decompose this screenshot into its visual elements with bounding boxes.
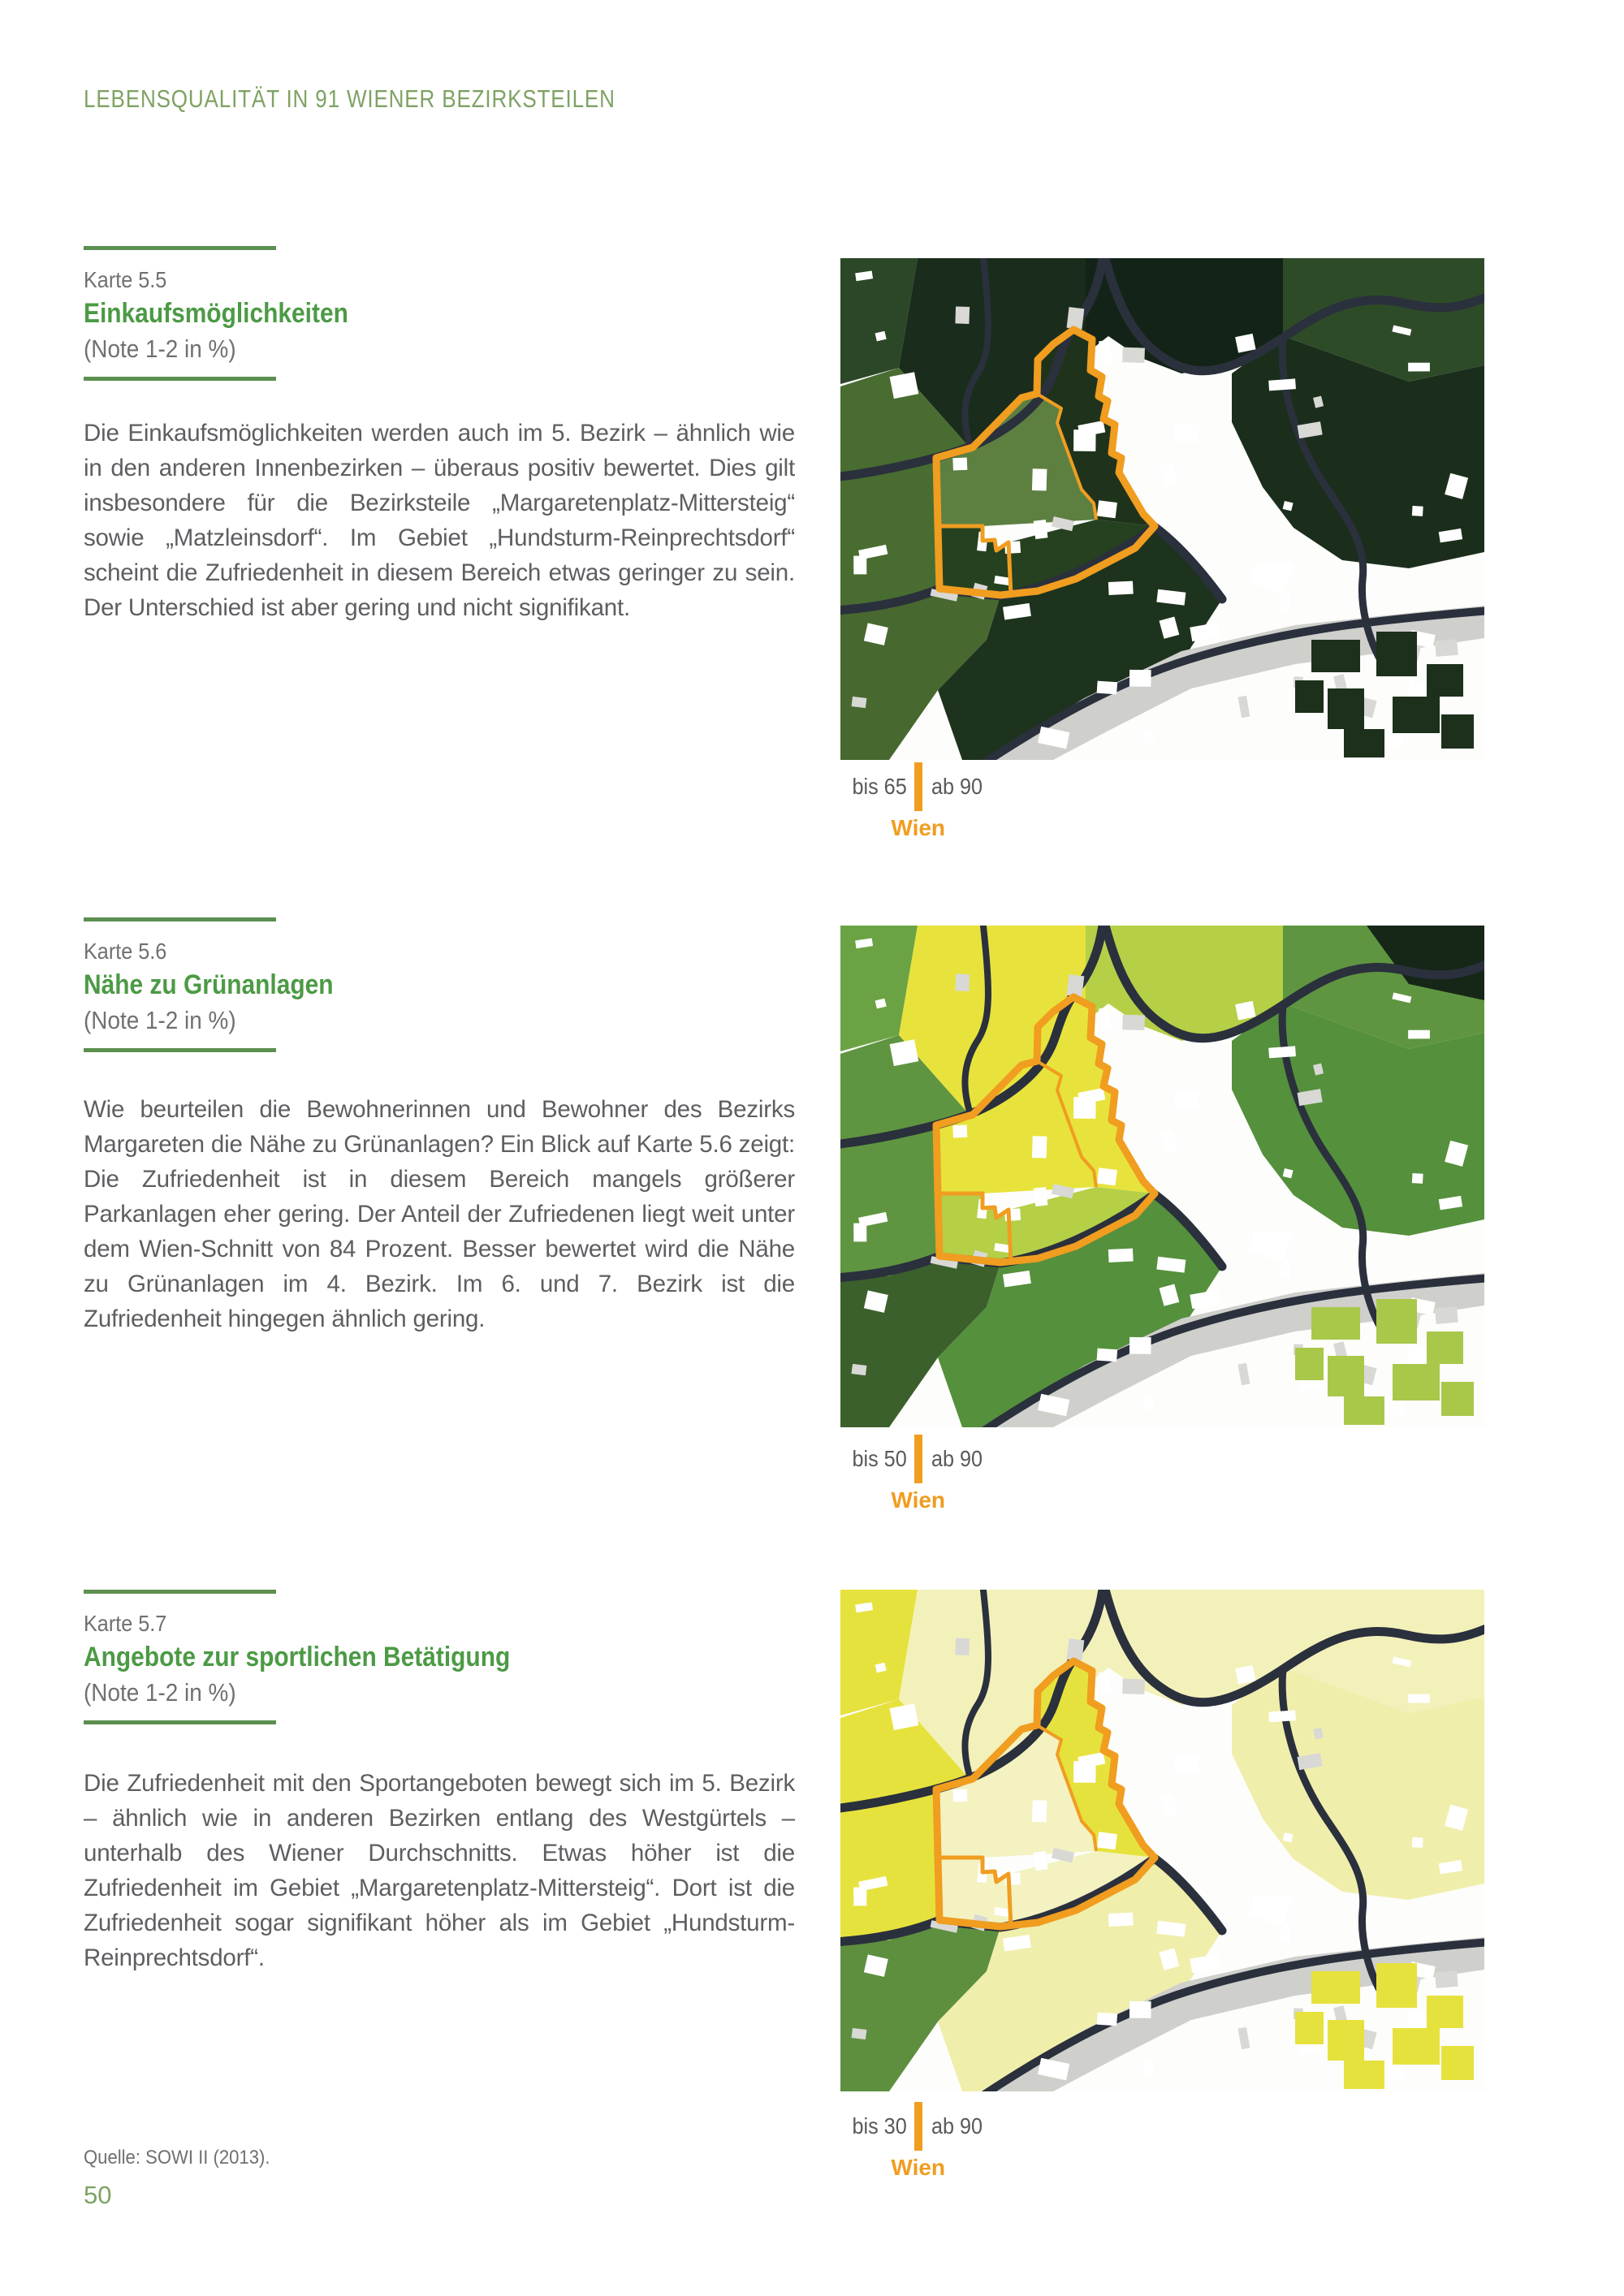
- page-number: 50: [84, 2181, 112, 2209]
- map-sport: [840, 1590, 1484, 2091]
- section-rule-bottom: [84, 377, 276, 381]
- wien-label: Wien: [891, 815, 946, 840]
- legend-min-label: bis 50: [852, 1446, 907, 1471]
- legend-min-label: bis 30: [852, 2113, 907, 2138]
- section-note: (Note 1-2 in %): [84, 1006, 236, 1034]
- section-rule-top: [84, 917, 276, 921]
- legend-min-label: bis 65: [852, 774, 907, 799]
- section-rule-top: [84, 1590, 276, 1594]
- source-note: Quelle: SOWI II (2013).: [84, 2147, 270, 2169]
- legend-gruenanlagen: [846, 1442, 988, 1513]
- map-number-label: Karte 5.6: [84, 939, 167, 964]
- section-title: Einkaufsmöglichkeiten: [84, 298, 348, 329]
- wien-marker: [914, 2102, 922, 2151]
- running-header: LEBENSQUALITÄT IN 91 WIENER BEZIRKSTEILEN: [84, 84, 615, 113]
- section-header-sport: [84, 1590, 798, 1724]
- section-rule-bottom: [84, 1720, 276, 1724]
- body-paragraph: Wie beurteilen die Bewohnerinnen und Bewohner des Bezirks Margareten die Nähe zu Grünanlagen? Ein Blick auf Karte 5.6 zeigt: Die Zufriedenheit ist in diesem Bereich mangels größerer Parkanlagen eher gering. Der Anteil der Zufriedenen liegt weit unter dem Wien-Schnitt von 84 Prozent. Besser bewertet wird die Nähe zu Grünanlagen im 4. Bezirk. Im 6. und 7. Bezirk ist die Zufriedenheit hingegen ähnlich gering.: [84, 1096, 795, 1332]
- section-title: Nähe zu Grünanlagen: [84, 969, 334, 1000]
- choropleth-map: [840, 1590, 1484, 2091]
- section-rule-bottom: [84, 1048, 276, 1052]
- legend-einkaufsmoeglichkeiten: [846, 770, 988, 840]
- section-rule-top: [84, 246, 276, 250]
- legend-sport: [846, 2109, 988, 2180]
- wien-marker: [914, 1435, 922, 1483]
- section-note: (Note 1-2 in %): [84, 1678, 236, 1707]
- choropleth-map: [840, 926, 1484, 1427]
- section-note: (Note 1-2 in %): [84, 334, 236, 363]
- choropleth-map: [840, 258, 1484, 760]
- legend-max-label: ab 90: [931, 1446, 983, 1471]
- section-header-gruenanlagen: [84, 917, 798, 1052]
- map-number-label: Karte 5.5: [84, 267, 167, 292]
- wien-label: Wien: [891, 1487, 946, 1513]
- section-header-einkaufsmoeglichkeiten: [84, 246, 798, 381]
- map-gruenanlagen: [840, 926, 1484, 1427]
- map-number-label: Karte 5.7: [84, 1611, 167, 1636]
- section-title: Angebote zur sportlichen Betätigung: [84, 1642, 511, 1672]
- legend-max-label: ab 90: [931, 2113, 983, 2138]
- body-paragraph: Die Zufriedenheit mit den Sportangeboten bewegt sich im 5. Bezirk – ähnlich wie in anderen Bezirken entlang des Westgürtels – unterhalb des Wiener Durchschnitts. Etwas höher ist die Zufriedenheit im Gebiet „Margaretenplatz-Mittersteig“. Dort ist die Zufriedenheit sogar signifikant höher als im Gebiet „Hundsturm-Reinprechtsdorf“.: [84, 1770, 795, 1971]
- wien-label: Wien: [891, 2155, 946, 2180]
- legend-max-label: ab 90: [931, 774, 983, 799]
- wien-marker: [914, 762, 922, 811]
- map-einkaufsmoeglichkeiten: [840, 258, 1484, 760]
- body-paragraph: Die Einkaufsmöglichkeiten werden auch im 5. Bezirk – ähnlich wie in den anderen Innenbezirken – überaus positiv bewertet. Dies gilt insbesondere für die Bezirksteile „Margaretenplatz-Mittersteig“ sowie „Matzleinsdorf“. Im Gebiet „Hundsturm-Reinprechtsdorf“ scheint die Zufriedenheit in diesem Bereich etwas geringer zu sein. Der Unterschied ist aber gering und nicht signifikant.: [84, 420, 795, 621]
